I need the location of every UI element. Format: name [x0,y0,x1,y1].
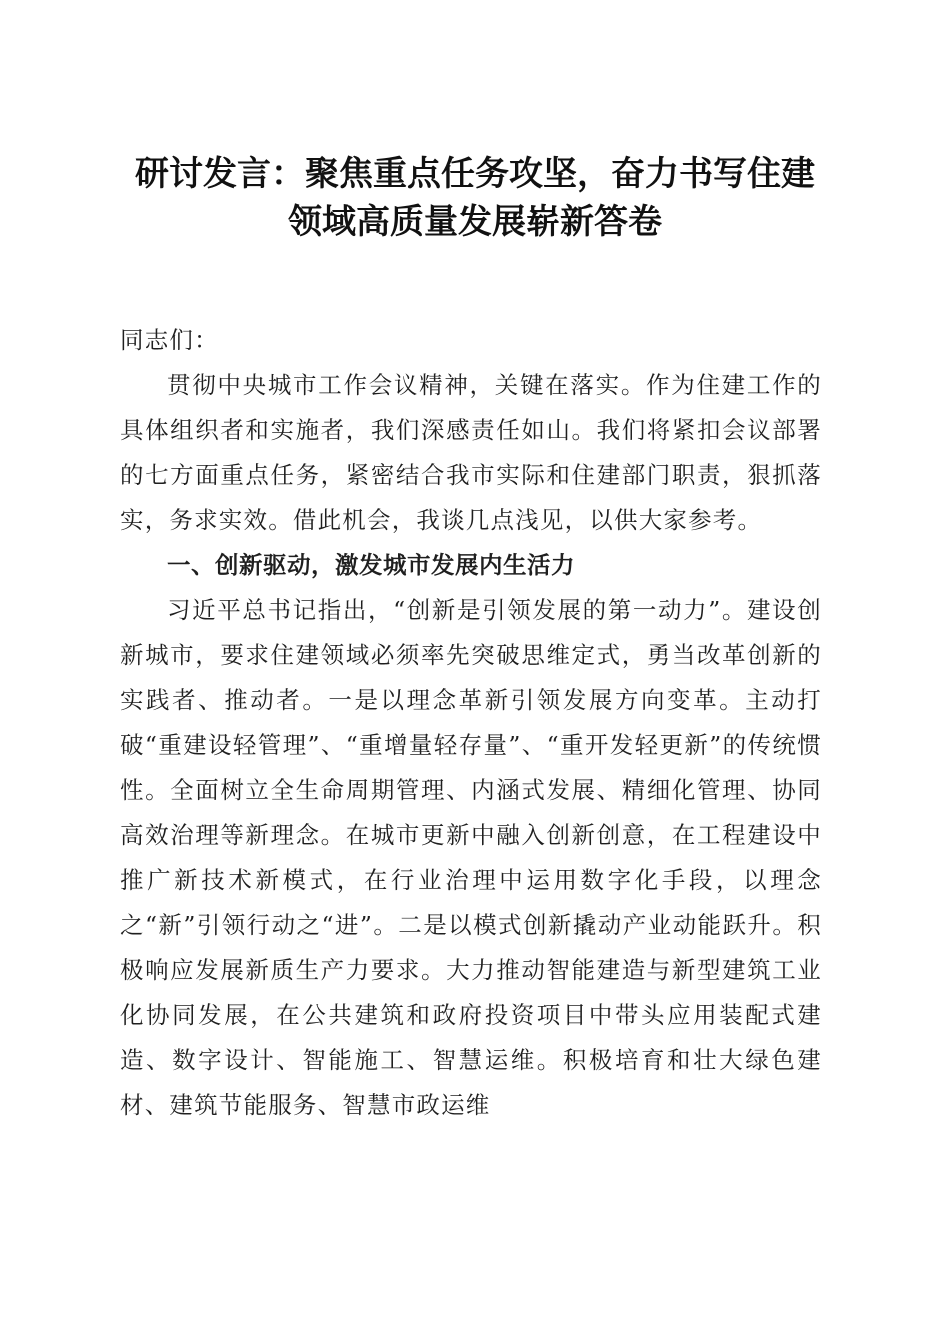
section-heading-1: 一、创新驱动，激发城市发展内生活力 [167,551,575,579]
document-title [110,150,840,246]
greeting: 同志们： [120,326,219,354]
title-line-2: 领域高质量发展崭新答卷 [288,202,662,242]
document-body [120,318,822,1128]
section-paragraph-1: 习近平总书记指出，“创新是引领发展的第一动力”。建设创新城市，要求住建领域必须率先突破思维定式，勇当改革创新的实践者、推动者。一是以理念革新引领发展方向变革。主动打破“重建设轻管理”、“重增量轻存量”、“重开发轻更新”的传统惯性。全面树立全生命周期管理、内涵式发展、精细化管理、协同高效治理等新理念。在城市更新中融入创新创意，在工程建设中推广新技术新模式，在行业治理中运用数字化手段，以理念之“新”引领行动之“进”。二是以模式创新撬动产业动能跃升。积极响应发展新质生产力要求。大力推动智能建造与新型建筑工业化协同发展，在公共建筑和政府投资项目中带头应用装配式建造、数字设计、智能施工、智慧运维。积极培育和壮大绿色建材、建筑节能服务、智慧市政运维 [120,596,822,1119]
intro-paragraph: 贯彻中央城市工作会议精神，关键在落实。作为住建工作的具体组织者和实施者，我们深感责任如山。我们将紧扣会议部署的七方面重点任务，紧密结合我市实际和住建部门职责，狠抓落实，务求实效。借此机会，我谈几点浅见，以供大家参考。 [120,371,822,534]
title-line-1: 研讨发言：聚焦重点任务攻坚，奋力书写住建 [135,154,815,194]
